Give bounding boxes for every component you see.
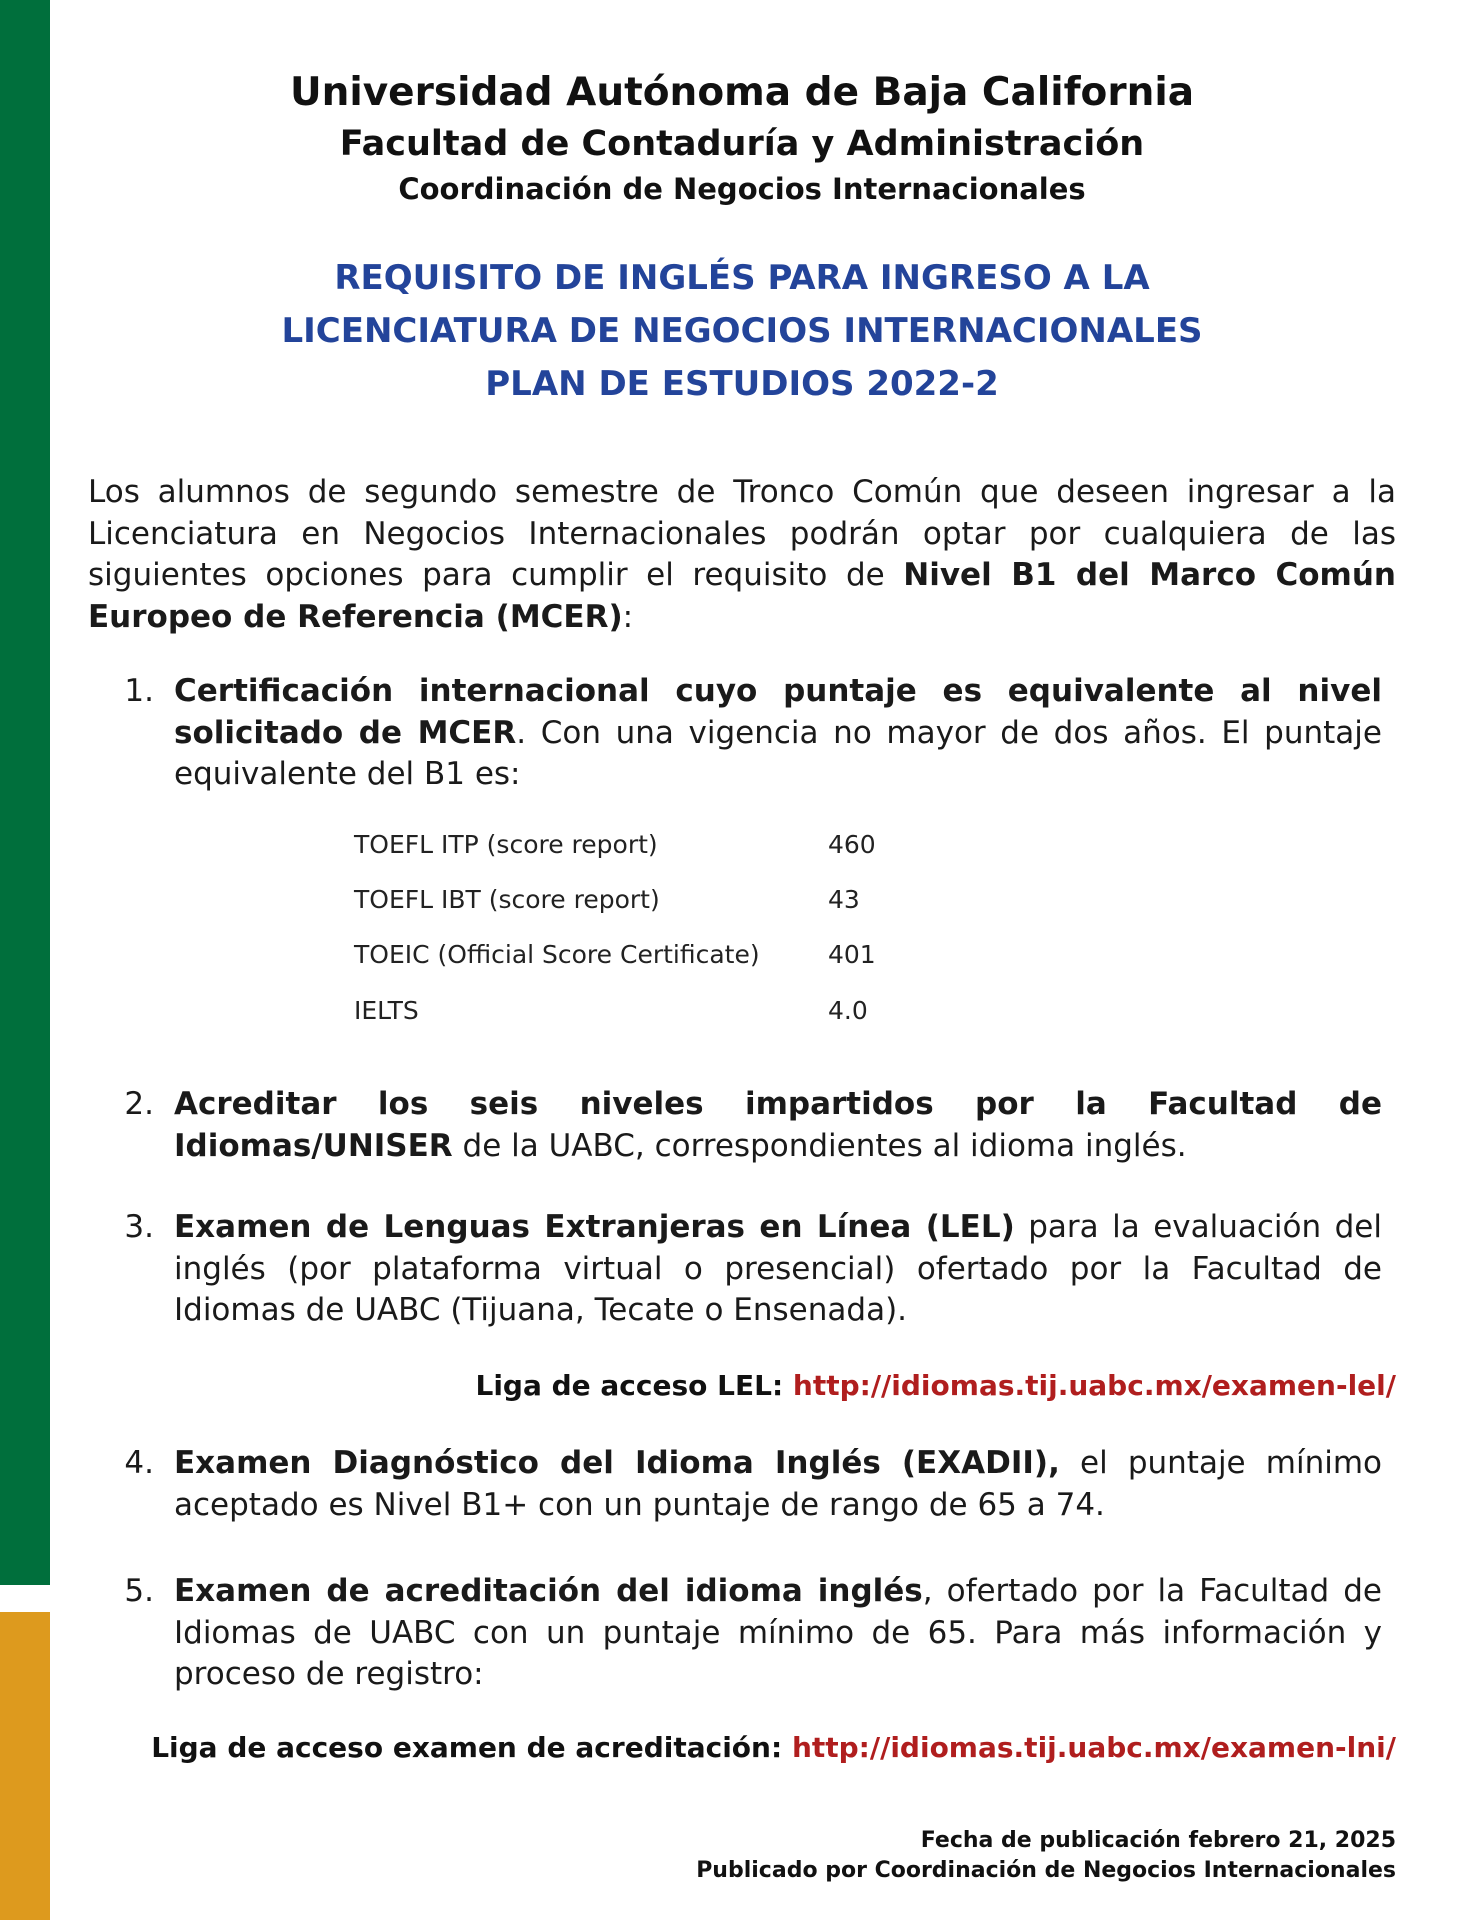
option-2 <box>120 1084 1382 1167</box>
exam-name: TOEFL ITP (score report) <box>354 830 658 859</box>
score-row <box>354 940 914 976</box>
option-bold: Examen de acreditación del idioma inglés <box>174 1573 923 1609</box>
option-bold: Examen de Lenguas Extranjeras en Línea (LEL) <box>174 1209 1015 1245</box>
option-number: 4. <box>124 1445 154 1481</box>
intro-bold: Nivel B1 del Marco Común Europeo de Referencia (MCER) <box>88 557 1397 635</box>
exam-score: 43 <box>828 885 860 914</box>
title-line-2: LICENCIATURA DE NEGOCIOS INTERNACIONALES <box>281 311 1203 351</box>
score-row <box>354 830 914 866</box>
option-number: 1. <box>124 673 154 709</box>
option-4 <box>120 1443 1382 1526</box>
option-text: , ofertado por la Facultad de Idiomas de UABC con un puntaje mínimo de 65. Para más información y proceso de registro: <box>174 1573 1382 1692</box>
coordination-name: Coordinación de Negocios Internacionales <box>398 172 1086 206</box>
score-row <box>354 996 914 1032</box>
lel-link-line <box>475 1369 1396 1402</box>
footer <box>696 1826 1396 1886</box>
acreditacion-link-line <box>151 1731 1396 1764</box>
option-text: para la evaluación del inglés (por plataforma virtual o presencial) ofertado por la Facultad de Idiomas de UABC (Tijuana, Tecate o Ensenada). <box>174 1209 1382 1328</box>
option-bold: Certificación internacional cuyo puntaje es equivalente al nivel solicitado de MCER <box>174 673 1382 751</box>
publisher: Publicado por Coordinación de Negocios Internacionales <box>696 1858 1396 1883</box>
option-bold: Examen Diagnóstico del Idioma Inglés (EXADII), <box>174 1445 1060 1481</box>
exam-name: TOEIC (Official Score Certificate) <box>354 940 760 969</box>
acreditacion-link-separator: : <box>770 1731 792 1764</box>
option-text: de la UABC, correspondientes al idioma inglés. <box>452 1127 1187 1164</box>
option-text: el puntaje mínimo aceptado es Nivel B1+ con un puntaje de rango de 65 a 74. <box>174 1445 1382 1523</box>
option-5 <box>120 1571 1382 1696</box>
acreditacion-link[interactable]: http://idiomas.tij.uabc.mx/examen-lni/ <box>791 1731 1396 1764</box>
lel-link-separator: : <box>771 1369 793 1402</box>
exam-name: TOEFL IBT (score report) <box>354 885 660 914</box>
publication-date: Fecha de publicación febrero 21, 2025 <box>920 1828 1396 1853</box>
gold-side-stripe <box>0 1612 50 1920</box>
title-line-1: REQUISITO DE INGLÉS PARA INGRESO A LA <box>334 258 1150 298</box>
exam-score: 401 <box>828 940 876 969</box>
option-bold: Acreditar los seis niveles impartidos por la Facultad de Idiomas/UNISER <box>174 1086 1382 1164</box>
faculty-name: Facultad de Contaduría y Administración <box>339 124 1145 164</box>
exam-name: IELTS <box>354 996 419 1025</box>
intro-end: : <box>622 598 634 635</box>
option-3 <box>120 1207 1382 1332</box>
score-row <box>354 885 914 921</box>
document-title <box>60 252 1424 411</box>
option-number: 2. <box>124 1086 154 1122</box>
acreditacion-link-label: Liga de acceso examen de acreditación <box>151 1731 771 1764</box>
green-side-stripe <box>0 0 50 1585</box>
title-line-3: PLAN DE ESTUDIOS 2022-2 <box>485 364 999 404</box>
lel-link[interactable]: http://idiomas.tij.uabc.mx/examen-lel/ <box>792 1369 1396 1402</box>
option-1 <box>120 671 1382 796</box>
lel-link-label: Liga de acceso LEL <box>475 1369 772 1402</box>
exam-score: 460 <box>828 830 876 859</box>
option-number: 5. <box>124 1573 154 1609</box>
option-number: 3. <box>124 1209 154 1245</box>
intro-text: Los alumnos de segundo semestre de Tronco Común que deseen ingresar a la Licenciatura en Negocios Internacionales podrán optar por cualquiera de las siguientes opciones para cumplir el requisito de <box>88 474 1396 593</box>
exam-score: 4.0 <box>828 996 868 1025</box>
intro-paragraph <box>88 472 1396 638</box>
option-text: . Con una vigencia no mayor de dos años. El puntaje equivalente del B1 es: <box>174 714 1382 792</box>
university-name: Universidad Autónoma de Baja California <box>289 70 1195 115</box>
